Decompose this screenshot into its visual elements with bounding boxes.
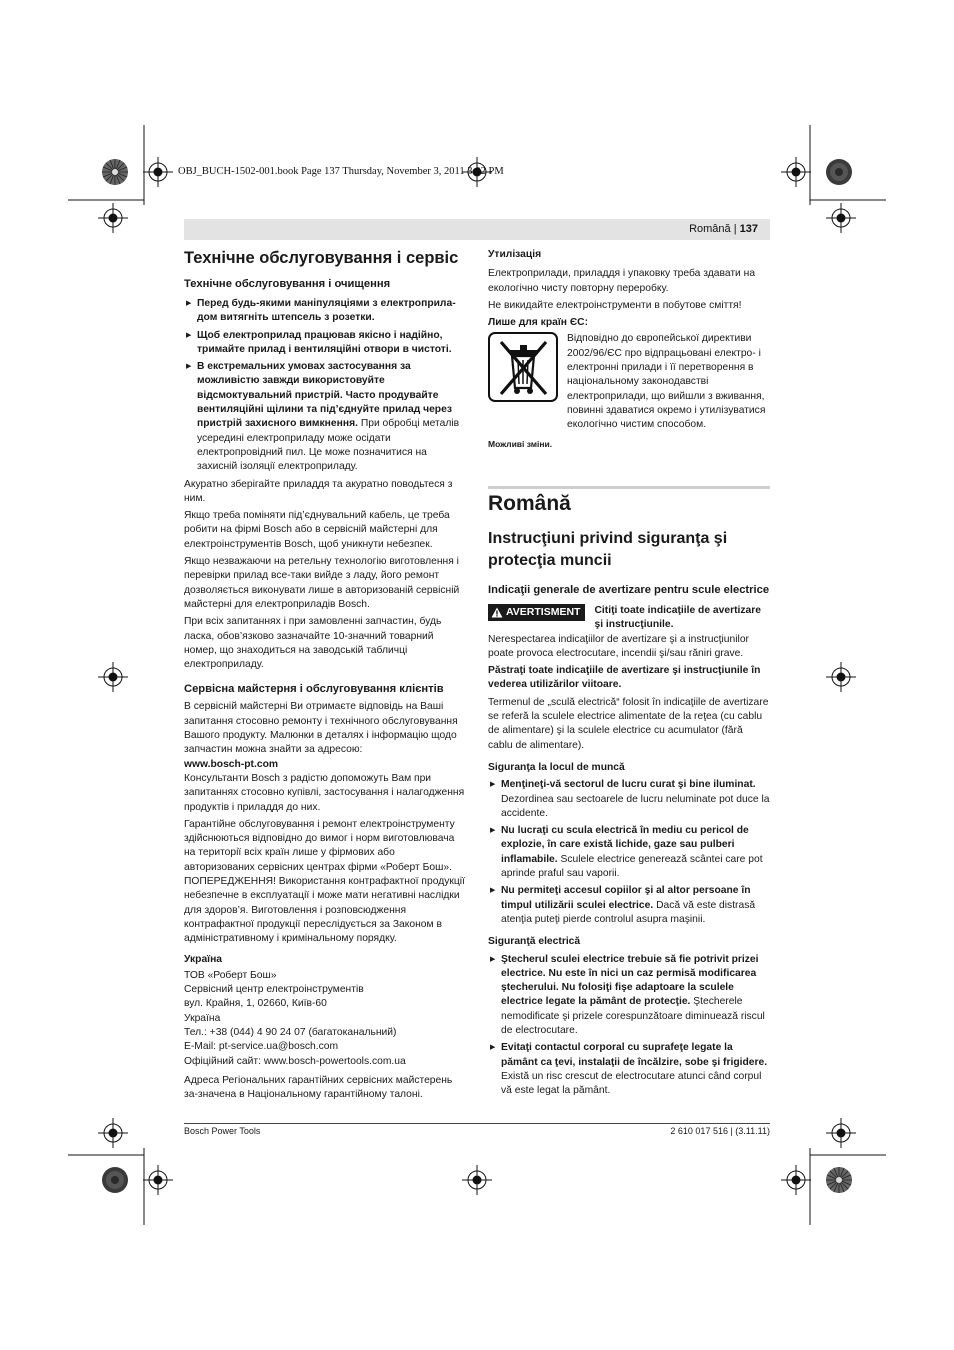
address-website[interactable]: Офіційний сайт: www.bosch-powertools.com.ua — [184, 1055, 406, 1067]
country-heading: Україна — [184, 954, 223, 966]
safety-title: Instrucţiuni privind siguranţa şi protecţia muncii — [488, 530, 728, 569]
disposal-heading: Утилізація — [488, 249, 542, 260]
registration-mark-icon — [143, 1165, 173, 1195]
electric-heading: Siguranţă electrică — [488, 936, 581, 948]
registration-mark-icon — [98, 662, 128, 692]
general-warnings-heading: Indicaţii generale de avertizare pentru scule electrice — [488, 584, 770, 596]
registration-mark-icon — [98, 203, 128, 233]
page-number: 137 — [739, 223, 758, 235]
warning-lead: Citiţi toate indicaţiile de avertizare şi instrucţiunile. — [594, 605, 761, 631]
right-column-bottom — [488, 528, 770, 1102]
color-wheel-icon — [826, 159, 852, 185]
paragraph: Termenul de „sculă electrică“ folosit în indicaţiile de avertizare se referă la sculele electrice alimentate de la reţea (cu cablu de alimentare) şi la sculele electrice cu acumulator (fără cablu de alimentare). — [488, 696, 769, 751]
header-language: Română — [689, 223, 731, 235]
warning-triangle-icon — [491, 607, 503, 618]
address-line: Сервісний центр електроінструментів — [184, 984, 364, 996]
paragraph: Електроприлади, приладдя і упаковку треба здавати на екологічно чисту повторну переробку. — [488, 268, 756, 294]
paragraph: Якщо треба поміняти під’єднувальний кабель, це треба робити на фірмі Bosch або в сервісній майстерні для електроінструментів Bosch, щоб уникнути небезпек. — [184, 510, 450, 550]
list-item: ▶ Щоб електроприлад працював якісно і надійно, тримайте прилад і вентиляційні отвори в чистоті. — [184, 329, 467, 358]
paragraph: Акуратно зберігайте приладдя та акуратно поводьтеся з ним. — [184, 478, 453, 504]
paragraph: Консультанти Bosch з радістю допоможуть Вам при запитаннях стосовно купівлі, застосування і налагодження продуктів і приладдя до них. — [184, 772, 465, 813]
color-wheel-icon — [826, 1167, 852, 1193]
address-email[interactable]: E-Mail: pt-service.ua@bosch.com — [184, 1041, 339, 1053]
paragraph: При всіх запитаннях і при замовленні запчастин, будь ласка, обов’язково зазначайте 10-значний товарний номер, що знаходиться на заводській табличці електроприладу. — [184, 616, 442, 671]
wheelie-bin-crossed-icon — [488, 332, 558, 402]
warranty-paragraph: Гарантійне обслуговування і ремонт електроінструменту здійснюються відповідно до вимог і норм виготовлювача на території всіх країн лише у фірмових або авторизованих сервісних центрах фірми «Роберт Бош». ПОПЕРЕДЖЕННЯ! Використання контрафактної продукції небезпечне в експлуатації і може мати негативні наслідки для здоров’я. Виготовлення і розповсюдження контрафактної продукції переслідується за Законом в адміністративному і кримінальному порядку. — [184, 818, 465, 945]
paragraph: Якщо незважаючи на ретельну технологію виготовлення і перевірки прилад все-таки вийде з ладу, його ремонт дозволяється виконувати лише в авторизованій сервісній майстерні для електроприладів Bosch. — [184, 556, 460, 610]
address-line: Тел.: +38 (044) 4 90 24 07 (багатоканальний) — [184, 1026, 397, 1038]
footer-docnumber: 2 610 017 516 | (3.11.11) — [670, 1126, 770, 1136]
address-line: Україна — [184, 1012, 221, 1024]
eu-block — [488, 332, 770, 432]
registration-mark-icon — [462, 1165, 492, 1195]
color-wheel-icon — [102, 159, 128, 185]
maintenance-heading: Технічне обслуговування і очищення — [184, 278, 391, 290]
list-item: ▶ Nu lucraţi cu scula electrică în mediu cu pericol de explozie, în care există lichide, gaze sau pulberi inflamabile. Sculele electrice generează scântei care pot aprinde praful sau vaporii. — [488, 824, 770, 881]
warning-badge: AVERTISMENT — [488, 604, 585, 621]
changes-note: Можливі зміни. — [488, 438, 553, 449]
header-text — [689, 223, 758, 235]
workplace-heading: Siguranţa la locul de muncă — [488, 761, 625, 773]
left-column — [184, 248, 467, 1105]
list-item: ▶ Перед будь-якими маніпуляціями з електроприла-дом витягніть штепсель з розетки. — [184, 297, 467, 326]
section-title: Технічне обслуговування і сервіс — [184, 249, 459, 267]
paragraph: Nerespectarea indicaţiilor de avertizare şi a instrucţiunilor poate provoca electrocutare, incendii şi/sau răniri grave. — [488, 633, 749, 659]
footer-brand: Bosch Power Tools — [184, 1126, 261, 1136]
list-item: ▶ В екстремальних умовах застосування за можливістю завжди використовуйте відсмоктувальний пристрій. Часто продувайте вентиляційні щілини та під’єднуйте прилад через пристрій захисного вимкнення. При обробці металів усередині електроприладу може осідати електропровідний пил. Це може позначитися на захисній ізоляції електроприладу. — [184, 360, 467, 474]
color-wheel-icon — [102, 1167, 128, 1193]
eu-label: Лише для країн ЄС: — [488, 317, 589, 329]
language-title: Română — [488, 492, 571, 515]
registration-mark-icon — [98, 1118, 128, 1148]
registration-mark-icon — [143, 157, 173, 187]
header-separator: | — [733, 223, 737, 235]
print-line: OBJ_BUCH-1502-001.book Page 137 Thursday, November 3, 2011 3:02 PM — [178, 166, 504, 177]
right-column-top — [488, 248, 770, 451]
registration-mark-icon — [781, 1165, 811, 1195]
eu-text: Відповідно до європейської директиви 2002/96/ЄС про відпрацьовані електро- і електронні прилади і її перетворення в національному законодавстві електроприлади, що вийшли з вживання, повинні здаватися окремо і утилізуватися екологічно чистим способом. — [567, 333, 766, 431]
page-header — [184, 219, 770, 240]
list-item: ▶ Menţineţi-vă sectorul de lucru curat şi bine iluminat. Dezordinea sau sectoarele de lucru neluminate pot duce la accidente. — [488, 778, 770, 821]
registration-mark-icon — [826, 662, 856, 692]
service-heading: Сервісна майстерня і обслуговування клієнтів — [184, 683, 444, 696]
warning-block — [488, 604, 770, 633]
address-line: вул. Крайня, 1, 02660, Київ-60 — [184, 998, 327, 1010]
registration-mark-icon — [781, 157, 811, 187]
service-link[interactable]: www.bosch-pt.com — [184, 758, 279, 770]
registration-mark-icon — [826, 203, 856, 233]
section-divider — [488, 486, 770, 489]
footer-rule — [184, 1123, 770, 1124]
list-item: ▶ Nu permiteţi accesul copiilor şi al altor persoane în timpul utilizării sculei electrice. Dacă vă este distrasă atenţia puteţi pierde controlul asupra maşinii. — [488, 884, 770, 927]
address-line: ТОВ «Роберт Бош» — [184, 969, 277, 981]
paragraph: В сервісній майстерні Ви отримаєте відповідь на Ваші запитання стосовно ремонту і технічного обслуговування Вашого продукту. Малюнки в деталях і інформацію щодо запчастин можна знайти за адресою: — [184, 701, 458, 756]
paragraph: Адреса Регіональних гарантійних сервісних майстерень за-значена в Національному гарантійному талоні. — [184, 1074, 453, 1101]
list-item: ▶ Ştecherul sculei electrice trebuie să fie potrivit prizei electrice. Nu este în nici un caz permisă modificarea ştecherului. Nu folosiţi fişe adaptoare la sculele electrice legate la pământ de protecţie. Ştecherele nemodificate şi prizele corespunzătoare diminuează riscul de electrocutare. — [488, 953, 770, 1039]
paragraph: Не викидайте електроінструменти в побутове сміття! — [488, 299, 742, 311]
registration-mark-icon — [826, 1118, 856, 1148]
keep-instructions: Păstraţi toate indicaţiile de avertizare şi instrucţiunile în vederea utilizărilor viitoare. — [488, 665, 761, 691]
list-item: ▶ Evitaţi contactul corporal cu suprafeţe legate la pământ ca ţevi, instalaţii de încălzire, sobe şi frigidere. Există un risc crescut de electrocutare atunci când corpul vă este legat la pământ. — [488, 1041, 770, 1098]
